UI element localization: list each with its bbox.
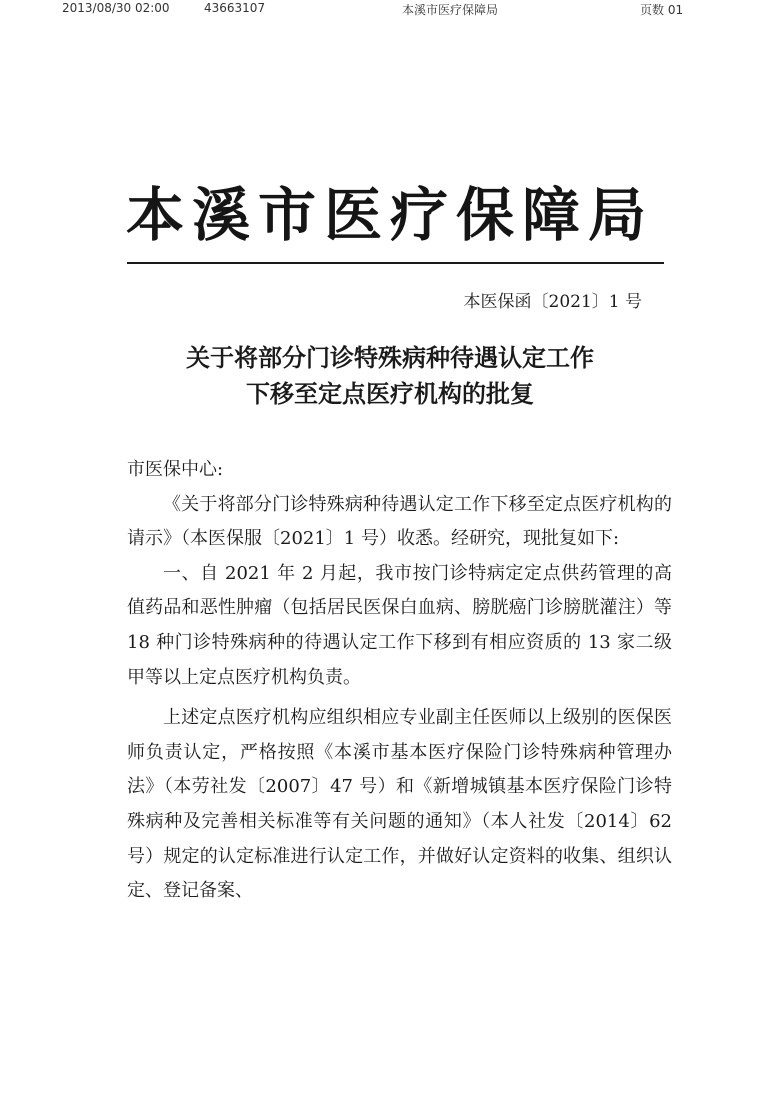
body-paragraph-1: 《关于将部分门诊特殊病种待遇认定工作下移至定点医疗机构的请示》（本医保服〔2021〕1 号）收悉。经研究，现批复如下:: [127, 493, 672, 550]
body-paragraph-3: 上述定点医疗机构应组织相应专业副主任医师以上级别的医保医师负责认定，严格按照《本溪市基本医疗保险门诊特殊病种管理办法》（本劳社发〔2007〕47 号）和《新增城镇基本医疗保险门诊特殊病种及完善相关标准等有关问题的通知》（本人社发〔2014〕62 号）规定的认定标准进行认定工作，并做好认定资料的收集、组织认定、登记备案、: [127, 707, 672, 902]
fax-header: [0, 0, 782, 22]
letterhead-divider: [127, 262, 664, 264]
document-number: 本医保函〔2021〕1 号: [463, 292, 642, 312]
document-title-line-1: 关于将部分门诊特殊病种待遇认定工作: [186, 343, 594, 372]
agency-letterhead-title: 本溪市医疗保障局: [125, 181, 654, 249]
salutation: 市医保中心:: [127, 459, 224, 480]
fax-page-count: 页数 01: [640, 3, 684, 17]
document-title-line-2: 下移至定点医疗机构的批复: [246, 379, 534, 408]
document-body: [127, 453, 672, 909]
body-paragraph-2: 一、自 2021 年 2 月起，我市按门诊特病定定点供药管理的高值药品和恶性肿瘤（包括居民医保白血病、膀胱癌门诊膀胱灌注）等 18 种门诊特殊病种的待遇认定工作下移到有相应资质的 13 家二级甲等以上定点医疗机构负责。: [127, 562, 672, 688]
document-title: [80, 340, 700, 412]
fax-sender: 本溪市医疗保障局: [402, 3, 499, 17]
fax-date-time: 2013/08/30 02:00: [62, 1, 170, 15]
fax-number: 43663107: [204, 1, 266, 15]
